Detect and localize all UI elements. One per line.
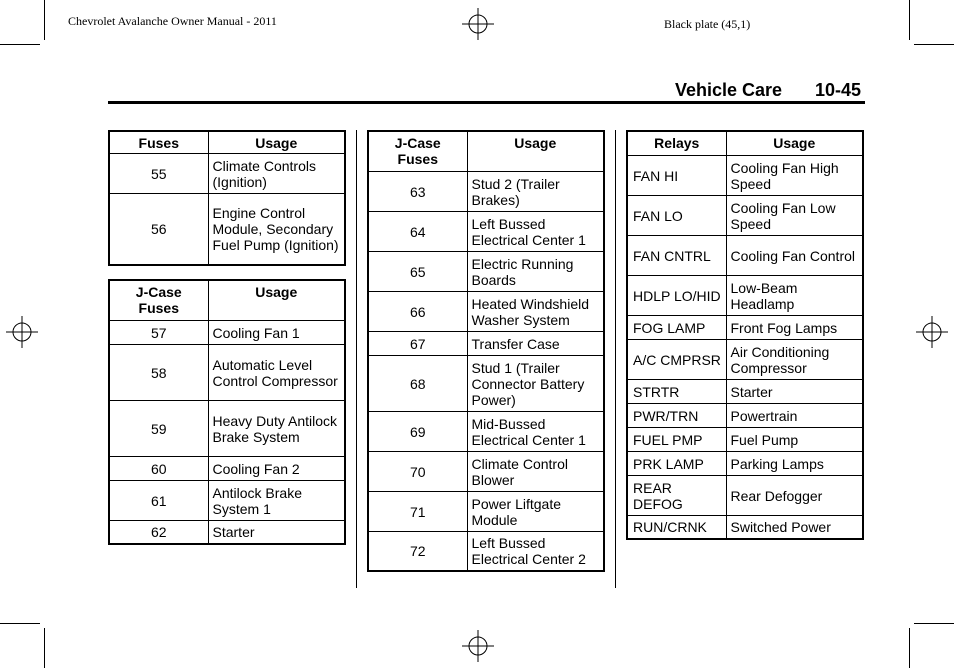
table-row (627, 275, 863, 315)
relay-usage: Rear Defogger (726, 475, 863, 515)
fuse-number: 60 (109, 456, 208, 480)
table-row (627, 515, 863, 539)
crop-mark (914, 44, 954, 45)
column-header: Usage (208, 280, 345, 320)
table-row (627, 427, 863, 451)
crop-mark (0, 623, 40, 624)
fuse-number: 69 (368, 411, 467, 451)
relay-usage: Starter (726, 379, 863, 403)
column-divider (356, 130, 357, 588)
column-header: Usage (208, 131, 345, 154)
column-header: J-Case Fuses (109, 280, 208, 320)
column-header: Usage (467, 131, 604, 171)
table-row (109, 480, 345, 520)
registration-mark-icon (6, 316, 38, 348)
column-header: Usage (726, 131, 863, 155)
fuse-number: 70 (368, 451, 467, 491)
relay-name: FAN CNTRL (627, 235, 726, 275)
table-row (627, 451, 863, 475)
column-divider (615, 130, 616, 588)
table-row (368, 211, 604, 251)
fuse-number: 71 (368, 491, 467, 531)
fuse-usage: Heavy Duty Antilock Brake System (208, 400, 345, 456)
fuse-number: 63 (368, 171, 467, 211)
manual-title: Chevrolet Avalanche Owner Manual - 2011 (68, 14, 277, 28)
fuse-usage: Climate Control Blower (467, 451, 604, 491)
fuse-usage: Stud 1 (Trailer Connector Battery Power) (467, 355, 604, 411)
table-row (109, 194, 345, 265)
table-row (368, 291, 604, 331)
relay-name: FOG LAMP (627, 315, 726, 339)
table-row (368, 451, 604, 491)
column-header: Relays (627, 131, 726, 155)
fuse-number: 57 (109, 320, 208, 344)
fuse-number: 56 (109, 194, 208, 265)
fuse-usage: Antilock Brake System 1 (208, 480, 345, 520)
fuse-usage: Stud 2 (Trailer Brakes) (467, 171, 604, 211)
fuses-table (108, 130, 346, 266)
relay-usage: Fuel Pump (726, 427, 863, 451)
table-row (109, 154, 345, 194)
crop-mark (914, 623, 954, 624)
table-row (627, 195, 863, 235)
table-row (368, 171, 604, 211)
relay-name: PRK LAMP (627, 451, 726, 475)
fuse-number: 55 (109, 154, 208, 194)
table-row (627, 315, 863, 339)
table-row (109, 520, 345, 544)
table-row (368, 531, 604, 571)
relay-name: HDLP LO/HID (627, 275, 726, 315)
fuse-usage: Left Bussed Electrical Center 1 (467, 211, 604, 251)
registration-mark-icon (916, 316, 948, 348)
relay-usage: Parking Lamps (726, 451, 863, 475)
fuse-number: 59 (109, 400, 208, 456)
table-row (368, 491, 604, 531)
relay-name: PWR/TRN (627, 403, 726, 427)
table-row (368, 251, 604, 291)
fuse-number: 65 (368, 251, 467, 291)
column-header: J-Case Fuses (368, 131, 467, 171)
table-row (627, 475, 863, 515)
fuse-usage: Starter (208, 520, 345, 544)
relay-usage: Front Fog Lamps (726, 315, 863, 339)
plate-label: Black plate (45,1) (664, 17, 751, 31)
fuse-number: 72 (368, 531, 467, 571)
relay-name: RUN/CRNK (627, 515, 726, 539)
table-row (368, 355, 604, 411)
fuse-number: 61 (109, 480, 208, 520)
fuse-usage: Mid-Bussed Electrical Center 1 (467, 411, 604, 451)
fuse-usage: Transfer Case (467, 331, 604, 355)
jcase-fuses-table-continued (367, 130, 605, 572)
relay-name: FAN LO (627, 195, 726, 235)
fuse-number: 68 (368, 355, 467, 411)
relay-usage: Low-Beam Headlamp (726, 275, 863, 315)
fuse-usage: Electric Running Boards (467, 251, 604, 291)
crop-mark (0, 44, 40, 45)
fuse-number: 62 (109, 520, 208, 544)
table-row (627, 235, 863, 275)
relays-table (626, 130, 864, 540)
fuse-usage: Engine Control Module, Secondary Fuel Pump (Ignition) (208, 194, 345, 265)
column-header: Fuses (109, 131, 208, 154)
table-row (627, 403, 863, 427)
relay-name: STRTR (627, 379, 726, 403)
fuse-number: 64 (368, 211, 467, 251)
fuse-usage: Automatic Level Control Compressor (208, 344, 345, 400)
table-row (109, 320, 345, 344)
page-number: 10-45 (815, 80, 862, 100)
fuse-usage: Cooling Fan 1 (208, 320, 345, 344)
relay-name: FAN HI (627, 155, 726, 195)
relay-name: FUEL PMP (627, 427, 726, 451)
registration-mark-icon (462, 630, 494, 662)
table-row (368, 331, 604, 355)
relay-name: A/C CMPRSR (627, 339, 726, 379)
relay-usage: Powertrain (726, 403, 863, 427)
table-row (627, 379, 863, 403)
header-rule (108, 101, 865, 104)
fuse-usage: Power Liftgate Module (467, 491, 604, 531)
table-row (109, 344, 345, 400)
table-row (109, 400, 345, 456)
relay-usage: Cooling Fan Low Speed (726, 195, 863, 235)
table-row (109, 456, 345, 480)
registration-mark-icon (462, 8, 494, 40)
relay-usage: Air Conditioning Compressor (726, 339, 863, 379)
section-title: Vehicle Care (675, 80, 783, 100)
crop-mark (44, 0, 45, 40)
fuse-usage: Heated Windshield Washer System (467, 291, 604, 331)
fuse-number: 66 (368, 291, 467, 331)
relay-usage: Cooling Fan Control (726, 235, 863, 275)
fuse-number: 58 (109, 344, 208, 400)
fuse-usage: Cooling Fan 2 (208, 456, 345, 480)
fuse-usage: Climate Controls (Ignition) (208, 154, 345, 194)
relay-usage: Cooling Fan High Speed (726, 155, 863, 195)
fuse-usage: Left Bussed Electrical Center 2 (467, 531, 604, 571)
relay-usage: Switched Power (726, 515, 863, 539)
relay-name: REAR DEFOG (627, 475, 726, 515)
table-row (368, 411, 604, 451)
crop-mark (44, 628, 45, 668)
crop-mark (909, 0, 910, 40)
table-row (627, 339, 863, 379)
crop-mark (909, 628, 910, 668)
jcase-fuses-table (108, 279, 346, 545)
fuse-number: 67 (368, 331, 467, 355)
table-row (627, 155, 863, 195)
